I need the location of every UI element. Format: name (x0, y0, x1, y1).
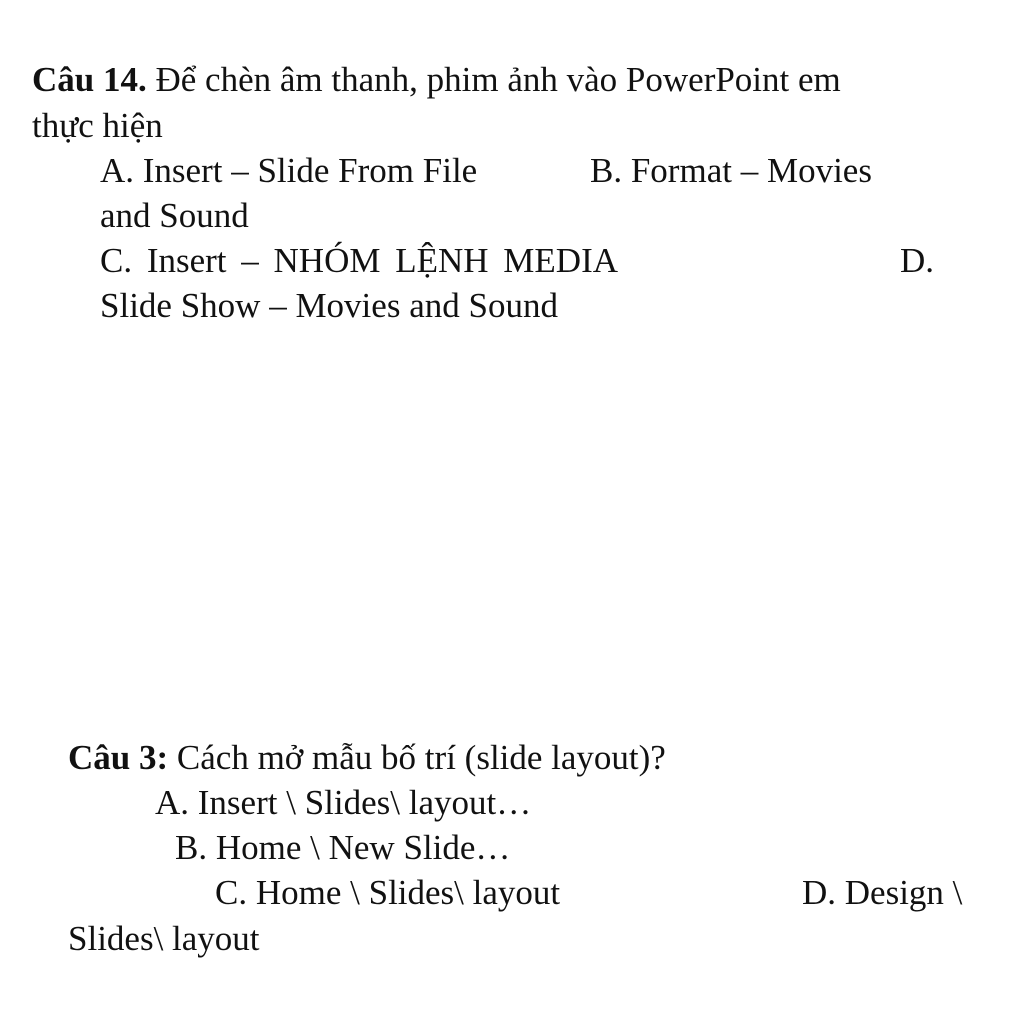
question-14-option-b: B. Format – Movies (590, 151, 872, 190)
question-3-option-d-continued: Slides\ layout (68, 919, 260, 958)
question-14-text: Để chèn âm thanh, phim ảnh vào PowerPoint em (146, 60, 841, 99)
question-14-option-a: A. Insert – Slide From File (100, 151, 478, 190)
question-3-stem (68, 736, 666, 780)
question-3-option-b: B. Home \ New Slide… (175, 828, 511, 867)
question-14-stem-continued: thực hiện (32, 106, 163, 145)
question-3-option-d: D. Design \ (802, 873, 963, 912)
question-3-label: Câu 3: (68, 738, 169, 777)
question-3-option-a: A. Insert \ Slides\ layout… (155, 783, 532, 822)
question-14-stem (32, 58, 841, 102)
question-14-option-d: D. (900, 241, 935, 280)
question-14-option-d-continued: Slide Show – Movies and Sound (100, 286, 558, 325)
question-14-label: Câu 14. (32, 60, 147, 99)
question-3-text: Cách mở mẫu bố trí (slide layout)? (168, 738, 666, 777)
question-3-option-c: C. Home \ Slides\ layout (215, 873, 561, 912)
question-14-option-b-continued: and Sound (100, 196, 249, 235)
question-14-option-c: C. Insert – NHÓM LỆNH MEDIA (100, 241, 619, 280)
